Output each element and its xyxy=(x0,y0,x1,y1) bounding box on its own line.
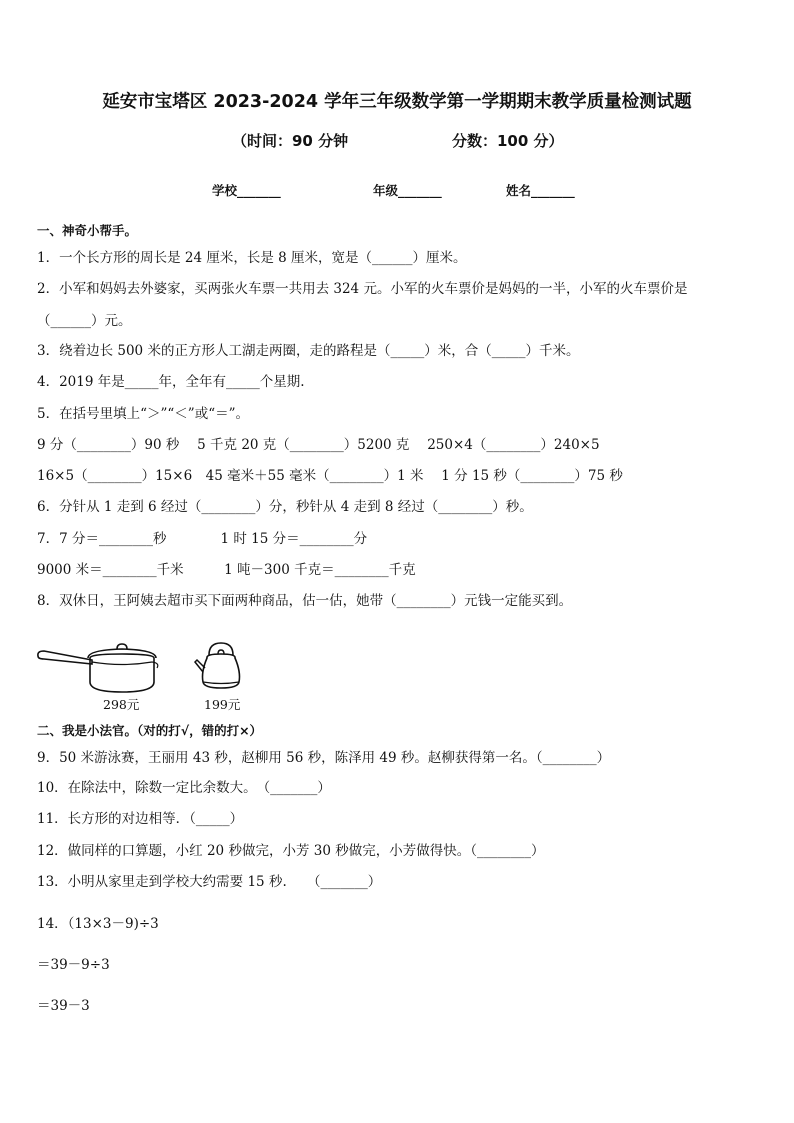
pot-price: 298元 xyxy=(103,697,140,712)
question-6: 6．分针从 1 走到 6 经过（________）分，秒针从 4 走到 8 经过（________）秒。 xyxy=(37,499,533,515)
page-title: 延安市宝塔区 2023-2024 学年三年级数学第一学期期末教学质量检测试题 xyxy=(102,92,692,112)
school-field: 学校_______ xyxy=(212,183,281,198)
kettle-icon xyxy=(193,636,245,692)
question-7-row-1: 7．7 分＝________秒 1 时 15 分＝________分 xyxy=(37,531,368,547)
exam-score: 分数：100 分） xyxy=(452,132,564,150)
pot-icon xyxy=(36,638,160,694)
question-4: 4．2019 年是_____年，全年有_____个星期. xyxy=(37,374,305,390)
question-7-row-2: 9000 米＝________千米 1 吨－300 千克＝________千克 xyxy=(37,562,416,578)
question-5-row-1: 9 分（________）90 秒 5 千克 20 克（________）5200 克 250×4（________）240×5 xyxy=(37,437,600,453)
question-1: 1．一个长方形的周长是 24 厘米，长是 8 厘米，宽是（______）厘米。 xyxy=(37,250,467,266)
kettle-price: 199元 xyxy=(204,697,241,712)
question-2: 2．小军和妈妈去外婆家，买两张火车票一共用去 324 元。小军的火车票价是妈妈的一半，小军的火车票价是 xyxy=(37,281,688,297)
question-2-cont: （______）元。 xyxy=(37,313,132,329)
question-13: 13．小明从家里走到学校大约需要 15 秒. （_______） xyxy=(37,874,382,890)
question-10: 10．在除法中，除数一定比余数大。 （_______） xyxy=(37,780,331,796)
grade-field: 年级_______ xyxy=(373,183,442,198)
name-field: 姓名_______ xyxy=(506,183,575,198)
question-12: 12．做同样的口算题，小红 20 秒做完，小芳 30 秒做完，小芳做得快。（________） xyxy=(37,843,545,859)
section-heading-2: 二、我是小法官。（对的打√，错的打×） xyxy=(37,723,263,738)
question-8: 8．双休日，王阿姨去超市买下面两种商品，估一估，她带（________）元钱一定能买到。 xyxy=(37,593,573,609)
question-5-row-2: 16×5（________）15×6 45 毫米＋55 毫米（________）1 米 1 分 15 秒（________）75 秒 xyxy=(37,468,623,484)
question-14-step-2: ＝39－3 xyxy=(37,998,90,1014)
question-3: 3．绕着边长 500 米的正方形人工湖走两圈，走的路程是（_____）米，合（_____）千米。 xyxy=(37,343,580,359)
question-9: 9．50 米游泳赛，王丽用 43 秒，赵柳用 56 秒，陈泽用 49 秒。赵柳获得第一名。（________） xyxy=(37,750,611,766)
section-heading-1: 一、神奇小帮手。 xyxy=(37,223,138,238)
question-5: 5．在括号里填上“＞”“＜”或“＝”。 xyxy=(37,406,249,422)
exam-time: （时间：90 分钟 xyxy=(232,132,349,150)
question-14: 14．（13×3－9)÷3 xyxy=(37,916,159,932)
question-14-step-1: ＝39－9÷3 xyxy=(37,957,110,973)
question-11: 11．长方形的对边相等．（_____） xyxy=(37,811,244,827)
